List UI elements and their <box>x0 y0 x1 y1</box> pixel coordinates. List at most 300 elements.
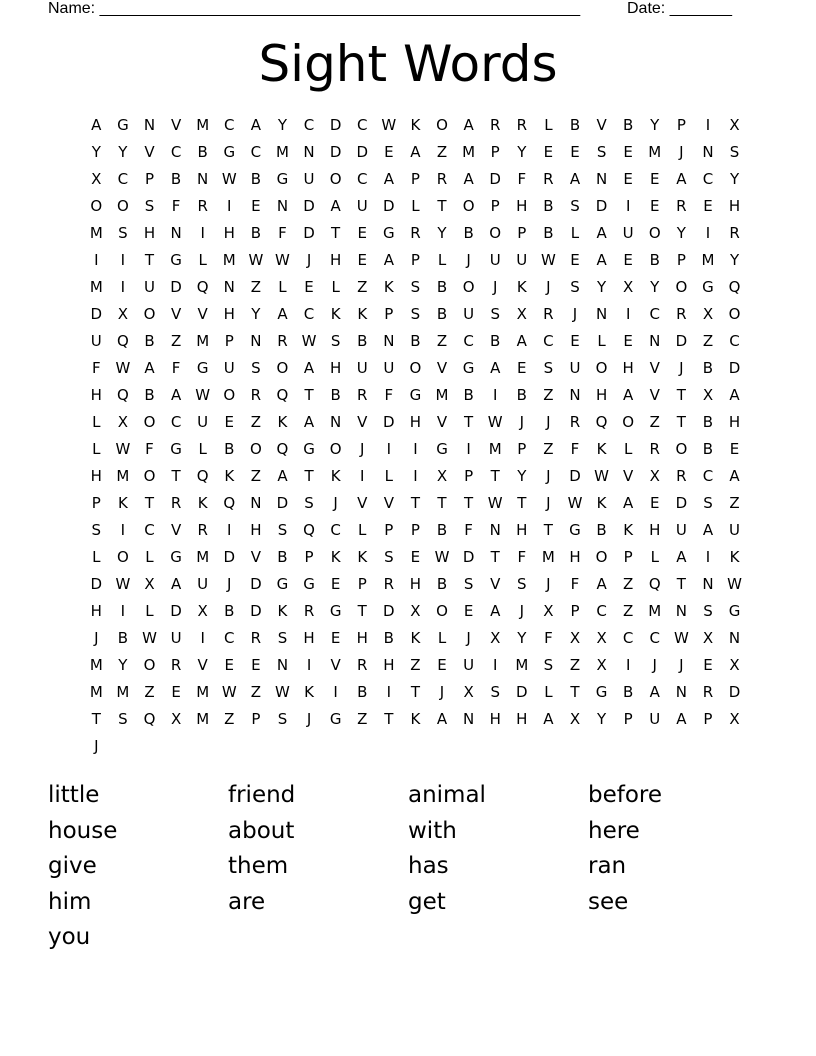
grid-letter: G <box>170 440 182 458</box>
grid-letter: Y <box>596 710 607 728</box>
grid-letter: T <box>464 494 474 512</box>
grid-letter: M <box>701 251 715 269</box>
grid-letter: Z <box>729 494 740 512</box>
grid-letter: K <box>330 305 341 323</box>
grid-letter: T <box>517 494 527 512</box>
grid-letter: V <box>170 521 182 539</box>
grid-letter: M <box>89 656 103 674</box>
grid-letter: C <box>224 116 235 134</box>
grid-letter: C <box>117 170 129 188</box>
grid-letter: R <box>197 197 208 215</box>
grid-letter: B <box>649 251 660 269</box>
grid-letter: H <box>489 710 501 728</box>
grid-letter: S <box>410 278 421 296</box>
grid-letter: J <box>679 143 684 161</box>
grid-letter: D <box>462 548 475 566</box>
grid-letter: E <box>437 656 447 674</box>
grid-letter: B <box>250 224 261 242</box>
grid-letter: T <box>357 602 367 620</box>
word-list-item: friend <box>228 782 296 808</box>
grid-letter: K <box>330 548 341 566</box>
grid-letter: D <box>728 359 741 377</box>
grid-letter: Y <box>729 251 740 269</box>
grid-letter: H <box>90 467 102 485</box>
grid-letter: U <box>569 359 581 377</box>
grid-letter: P <box>676 251 686 269</box>
grid-letter: K <box>410 629 421 647</box>
grid-letter: X <box>170 710 182 728</box>
grid-letter: A <box>543 710 554 728</box>
grid-letter: Q <box>196 467 209 485</box>
grid-letter: C <box>250 143 262 161</box>
grid-letter: G <box>569 521 581 539</box>
grid-letter: R <box>250 386 262 404</box>
grid-letter: Q <box>648 575 661 593</box>
word-list-item: you <box>48 924 91 951</box>
grid-letter: K <box>330 467 341 485</box>
grid-letter: P <box>490 197 500 215</box>
grid-letter: E <box>517 359 527 377</box>
grid-letter: B <box>197 143 208 161</box>
grid-letter: B <box>623 116 634 134</box>
grid-letter: N <box>383 332 395 350</box>
grid-letter: T <box>144 251 155 269</box>
grid-letter: D <box>383 602 395 620</box>
grid-letter: A <box>170 575 182 593</box>
grid-letter: P <box>623 710 633 728</box>
grid-letter: G <box>329 710 342 728</box>
grid-letter: B <box>330 386 341 404</box>
grid-letter: I <box>227 197 232 215</box>
grid-letter: Z <box>543 440 554 458</box>
grid-letter: S <box>490 305 500 323</box>
grid-letter: A <box>463 170 474 188</box>
grid-letter: I <box>705 548 711 566</box>
grid-letter: Q <box>143 710 156 728</box>
grid-letter: Z <box>702 332 714 350</box>
grid-letter: T <box>543 521 553 539</box>
grid-letter: A <box>250 116 261 134</box>
grid-letter: F <box>544 629 553 647</box>
grid-letter: C <box>702 170 714 188</box>
grid-letter: X <box>410 602 421 620</box>
grid-letter: X <box>702 305 714 323</box>
grid-letter: G <box>170 548 182 566</box>
grid-letter: L <box>544 116 553 134</box>
grid-letter: J <box>679 656 684 674</box>
grid-letter: D <box>675 332 688 350</box>
grid-letter: K <box>357 548 368 566</box>
grid-letter: O <box>276 359 289 377</box>
grid-letter: K <box>729 548 740 566</box>
grid-letter: L <box>331 278 340 296</box>
grid-letter: H <box>250 521 262 539</box>
page-title: Sight Words <box>258 35 558 93</box>
grid-letter: I <box>360 467 365 485</box>
grid-letter: B <box>569 116 581 134</box>
grid-letter: S <box>251 359 261 377</box>
grid-letter: P <box>517 224 527 242</box>
grid-letter: T <box>676 575 686 593</box>
grid-letter: U <box>170 629 182 647</box>
grid-letter: E <box>463 602 474 620</box>
grid-letter: U <box>143 278 155 296</box>
grid-letter: M <box>89 278 103 296</box>
grid-letter: H <box>303 629 315 647</box>
grid-letter: J <box>227 575 232 593</box>
grid-letter: U <box>489 251 501 269</box>
grid-letter: C <box>170 143 182 161</box>
grid-letter: S <box>570 278 580 296</box>
grid-letter: B <box>596 521 607 539</box>
grid-letter: C <box>622 629 634 647</box>
grid-letter: W <box>115 359 131 377</box>
grid-letter: J <box>466 251 471 269</box>
grid-letter: P <box>490 143 500 161</box>
grid-letter: X <box>702 386 714 404</box>
grid-letter: L <box>570 224 580 242</box>
grid-letter: G <box>383 224 395 242</box>
grid-letter: F <box>517 548 527 566</box>
grid-letter: D <box>329 116 342 134</box>
grid-letter: X <box>729 710 740 728</box>
grid-letter: A <box>676 170 687 188</box>
grid-letter: W <box>540 251 556 269</box>
grid-letter: I <box>200 629 205 647</box>
grid-letter: A <box>277 467 288 485</box>
grid-letter: U <box>356 359 368 377</box>
grid-letter: A <box>729 386 740 404</box>
grid-letter: J <box>679 359 684 377</box>
grid-letter: S <box>543 656 554 674</box>
grid-letter: O <box>622 413 635 431</box>
grid-letter: O <box>143 305 156 323</box>
grid-letter: O <box>249 440 262 458</box>
grid-letter: X <box>516 305 527 323</box>
grid-letter: O <box>675 278 688 296</box>
grid-letter: X <box>623 278 634 296</box>
grid-letter: X <box>91 170 102 188</box>
grid-letter: J <box>519 602 525 620</box>
grid-letter: O <box>143 467 156 485</box>
grid-letter: C <box>543 332 554 350</box>
grid-letter: T <box>331 224 341 242</box>
grid-letter: W <box>221 170 237 188</box>
grid-letter: A <box>729 467 740 485</box>
word-list-item: ran <box>588 853 627 880</box>
grid-letter: V <box>436 359 448 377</box>
grid-letter: I <box>227 521 232 539</box>
grid-letter: T <box>437 197 447 215</box>
grid-letter: R <box>702 683 714 701</box>
grid-letter: N <box>303 143 315 161</box>
grid-letter: U <box>729 521 741 539</box>
grid-letter: H <box>90 602 102 620</box>
grid-letter: P <box>304 548 314 566</box>
grid-letter: H <box>330 251 342 269</box>
grid-letter: Q <box>728 278 741 296</box>
grid-letter: X <box>569 629 581 647</box>
grid-letter: I <box>625 656 631 674</box>
grid-letter: H <box>622 359 634 377</box>
word-list-item: animal <box>408 782 486 808</box>
grid-letter: W <box>115 440 131 458</box>
grid-letter: L <box>544 683 553 701</box>
grid-letter: Z <box>250 278 261 296</box>
grid-letter: R <box>729 224 740 242</box>
word-list-item: here <box>588 817 640 844</box>
grid-letter: F <box>570 440 580 458</box>
grid-letter: H <box>728 413 741 431</box>
grid-letter: E <box>410 548 421 566</box>
grid-letter: U <box>356 197 368 215</box>
grid-letter: B <box>250 170 261 188</box>
grid-letter: P <box>623 548 633 566</box>
grid-letter: K <box>197 494 208 512</box>
grid-letter: R <box>277 332 288 350</box>
grid-letter: L <box>384 467 393 485</box>
grid-letter: Z <box>436 332 448 350</box>
grid-letter: C <box>649 305 660 323</box>
grid-letter: C <box>463 332 474 350</box>
grid-letter: A <box>649 683 660 701</box>
word-list-item: him <box>48 888 92 915</box>
grid-letter: C <box>649 629 660 647</box>
grid-letter: I <box>386 683 392 701</box>
grid-letter: J <box>306 251 312 269</box>
grid-letter: N <box>702 143 714 161</box>
grid-letter: G <box>329 602 342 620</box>
grid-letter: T <box>171 467 181 485</box>
grid-letter: L <box>437 629 447 647</box>
grid-letter: R <box>569 413 581 431</box>
grid-letter: M <box>89 683 103 701</box>
grid-letter: A <box>623 494 634 512</box>
grid-letter: O <box>462 278 475 296</box>
grid-letter: D <box>356 143 369 161</box>
grid-letter: Y <box>251 305 261 323</box>
grid-letter: O <box>436 602 448 620</box>
word-list-item: get <box>408 888 446 915</box>
grid-letter: N <box>250 494 262 512</box>
grid-letter: P <box>384 305 394 323</box>
grid-letter: A <box>596 224 607 242</box>
grid-letter: A <box>170 386 182 404</box>
grid-letter: M <box>89 224 103 242</box>
grid-letter: H <box>649 521 661 539</box>
grid-letter: K <box>596 494 607 512</box>
grid-letter: W <box>727 575 742 593</box>
grid-letter: D <box>170 278 182 296</box>
grid-letter: U <box>463 305 475 323</box>
grid-letter: I <box>492 656 498 674</box>
grid-letter: V <box>596 116 607 134</box>
grid-letter: M <box>116 467 130 485</box>
grid-letter: P <box>251 710 261 728</box>
grid-letter: S <box>543 359 554 377</box>
grid-letter: V <box>649 386 660 404</box>
grid-letter: J <box>546 278 551 296</box>
grid-letter: A <box>569 170 581 188</box>
grid-letter: Z <box>543 386 554 404</box>
grid-letter: K <box>304 683 314 701</box>
grid-letter: Y <box>676 224 686 242</box>
grid-letter: S <box>384 548 394 566</box>
grid-letter: Q <box>303 521 315 539</box>
grid-letter: V <box>357 413 368 431</box>
grid-letter: O <box>489 224 502 242</box>
grid-letter: E <box>650 170 660 188</box>
grid-letter: W <box>142 629 157 647</box>
grid-letter: D <box>90 575 103 593</box>
grid-letter: D <box>728 683 741 701</box>
grid-letter: D <box>383 197 395 215</box>
grid-letter: G <box>170 251 182 269</box>
grid-letter: B <box>436 278 448 296</box>
grid-letter: Q <box>276 386 289 404</box>
grid-letter: C <box>303 116 315 134</box>
grid-letter: M <box>648 143 662 161</box>
grid-letter: P <box>410 251 420 269</box>
grid-letter: G <box>462 359 475 377</box>
grid-letter: N <box>702 575 714 593</box>
grid-letter: Z <box>649 413 660 431</box>
grid-letter: E <box>650 494 660 512</box>
grid-letter: O <box>436 116 448 134</box>
grid-letter: O <box>143 656 156 674</box>
grid-letter: Y <box>517 143 527 161</box>
grid-letter: C <box>170 413 182 431</box>
grid-letter: T <box>464 413 474 431</box>
grid-letter: P <box>517 440 527 458</box>
grid-letter: A <box>303 413 315 431</box>
grid-letter: I <box>333 683 338 701</box>
grid-letter: L <box>145 548 154 566</box>
grid-letter: R <box>676 467 687 485</box>
grid-letter: J <box>652 656 657 674</box>
grid-letter: K <box>224 467 235 485</box>
grid-letter: V <box>490 575 501 593</box>
grid-letter: T <box>490 548 500 566</box>
grid-letter: V <box>144 143 155 161</box>
grid-letter: M <box>196 116 210 134</box>
grid-letter: L <box>198 440 207 458</box>
grid-letter: J <box>572 305 578 323</box>
grid-letter: L <box>650 548 659 566</box>
grid-letter: D <box>250 575 262 593</box>
name-field: Name: ______________________________________________________ <box>48 0 581 17</box>
grid-letter: U <box>197 413 209 431</box>
grid-letter: K <box>623 521 634 539</box>
grid-letter: E <box>570 143 580 161</box>
grid-letter: O <box>90 197 103 215</box>
grid-letter: E <box>251 656 261 674</box>
grid-letter: E <box>304 278 314 296</box>
grid-letter: D <box>595 197 608 215</box>
grid-letter: Y <box>118 656 128 674</box>
grid-letter: F <box>384 386 394 404</box>
grid-letter: G <box>595 683 608 701</box>
grid-letter: Q <box>116 332 129 350</box>
word-list-item: them <box>228 853 289 880</box>
grid-letter: E <box>384 143 394 161</box>
grid-letter: E <box>623 332 633 350</box>
grid-letter: W <box>381 116 397 134</box>
grid-letter: D <box>383 413 395 431</box>
grid-letter: A <box>596 251 607 269</box>
grid-letter: H <box>516 521 528 539</box>
grid-letter: R <box>436 170 448 188</box>
grid-letter: N <box>143 116 156 134</box>
grid-letter: R <box>357 656 368 674</box>
grid-letter: W <box>487 413 503 431</box>
grid-letter: S <box>463 575 474 593</box>
grid-letter: I <box>492 386 498 404</box>
grid-letter: E <box>623 143 633 161</box>
grid-letter: F <box>145 440 154 458</box>
word-search-grid <box>83 112 748 760</box>
grid-letter: N <box>728 629 741 647</box>
grid-letter: P <box>703 710 713 728</box>
grid-letter: A <box>303 359 315 377</box>
grid-letter: U <box>622 224 634 242</box>
grid-letter: E <box>729 440 740 458</box>
grid-letter: M <box>196 710 210 728</box>
grid-letter: L <box>92 413 101 431</box>
grid-letter: Y <box>437 224 447 242</box>
grid-letter: P <box>91 494 101 512</box>
grid-letter: A <box>676 548 687 566</box>
grid-letter: I <box>120 251 126 269</box>
grid-letter: P <box>410 170 420 188</box>
grid-letter: B <box>436 575 448 593</box>
grid-letter: H <box>409 413 422 431</box>
grid-letter: D <box>250 602 262 620</box>
grid-letter: S <box>596 143 607 161</box>
grid-letter: L <box>145 602 154 620</box>
grid-letter: H <box>516 710 528 728</box>
grid-letter: J <box>546 494 551 512</box>
grid-letter: O <box>728 305 741 323</box>
grid-letter: K <box>357 305 368 323</box>
worksheet-header <box>48 0 748 20</box>
grid-letter: V <box>170 116 182 134</box>
grid-letter: R <box>649 440 660 458</box>
grid-letter: R <box>489 116 501 134</box>
grid-letter: N <box>170 224 182 242</box>
grid-letter: P <box>570 602 580 620</box>
grid-letter: A <box>383 170 394 188</box>
grid-letter: N <box>569 386 581 404</box>
grid-letter: Z <box>170 332 182 350</box>
grid-letter: M <box>196 683 210 701</box>
grid-letter: E <box>357 251 367 269</box>
grid-letter: B <box>383 629 394 647</box>
grid-letter: R <box>410 224 421 242</box>
grid-letter: A <box>623 386 634 404</box>
grid-letter: U <box>90 332 102 350</box>
grid-letter: P <box>464 467 474 485</box>
grid-letter: B <box>224 440 235 458</box>
grid-letter: I <box>120 278 126 296</box>
grid-letter: T <box>490 467 500 485</box>
grid-letter: N <box>223 278 235 296</box>
grid-letter: S <box>570 197 580 215</box>
grid-letter: H <box>409 575 422 593</box>
grid-letter: Q <box>116 386 129 404</box>
grid-letter: T <box>570 683 580 701</box>
grid-letter: X <box>649 467 660 485</box>
